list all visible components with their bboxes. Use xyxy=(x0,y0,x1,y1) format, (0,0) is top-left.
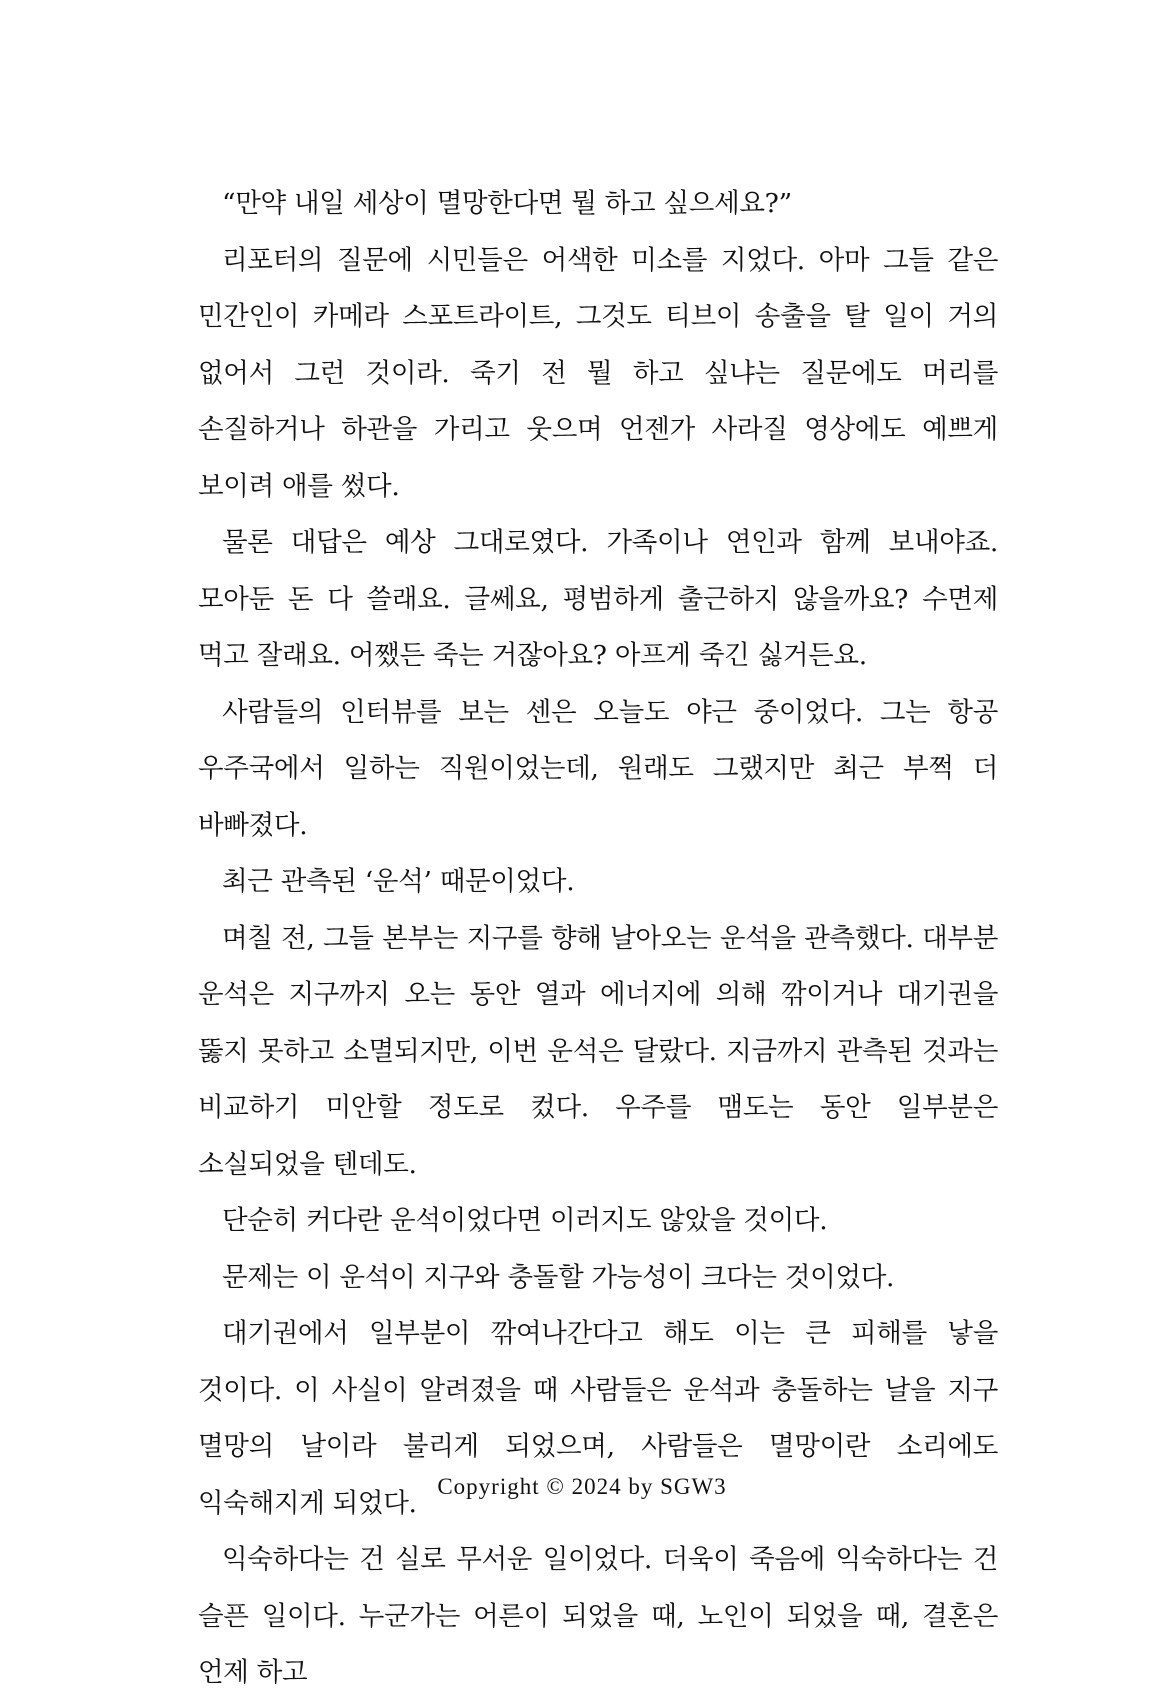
paragraph-7: 단순히 커다란 운석이었다면 이러지도 않았을 것이다. xyxy=(222,1205,828,1236)
paragraph-6: 며칠 전, 그들 본부는 지구를 향해 날아오는 운석을 관측했다. 대부분 운석은 지구까지 오는 동안 열과 에너지에 의해 깎이거나 대기권을 뚫지 못하고 소멸되지만, 이번 운석은 달랐다. 지금까지 관측된 것과는 비교하기 미안할 정도로 컸다. 우주를 맴도는 동안 일부분은 소실되었을 텐데도. xyxy=(198,922,998,1180)
paragraph-5: 최근 관측된 ‘운석’ 때문이었다. xyxy=(222,866,575,897)
paragraph-8: 문제는 이 운석이 지구와 충돌할 가능성이 크다는 것이었다. xyxy=(222,1261,895,1293)
paragraph-1: “만약 내일 세상이 멸망한다면 뭘 하고 싶으세요?” xyxy=(222,188,792,219)
paragraph-4: 사람들의 인터뷰를 보는 센은 오늘도 야근 중이었다. 그는 항공 우주국에서 일하는 직원이었는데, 원래도 그랬지만 최근 부쩍 더 바빠졌다. xyxy=(198,696,998,841)
paragraph-9: 대기권에서 일부분이 깎여나간다고 해도 이는 큰 피해를 낳을 것이다. 이 사실이 알려졌을 때 사람들은 운석과 충돌하는 날을 지구 멸망의 날이라 불리게 되었으며, 사람들은 멸망이란 소리에도 익숙해지게 되었다. xyxy=(198,1318,998,1519)
copyright-footer: Copyright © 2024 by SGW3 xyxy=(437,1474,727,1499)
paragraph-2: 리포터의 질문에 시민들은 어색한 미소를 지었다. 아마 그들 같은 민간인이 카메라 스포트라이트, 그것도 티브이 송출을 탈 일이 거의 없어서 그런 것이라. 죽기 전 뭘 하고 싶냐는 질문에도 머리를 손질하거나 하관을 가리고 웃으며 언젠가 사라질 영상에도 예쁘게 보이려 애를 썼다. xyxy=(198,244,998,502)
paragraph-3: 물론 대답은 예상 그대로였다. 가족이나 연인과 함께 보내야죠. 모아둔 돈 다 쓸래요. 글쎄요, 평범하게 출근하지 않을까요? 수면제 먹고 잘래요. 어쨌든 죽는 거잖아요? 아프게 죽긴 싫거든요. xyxy=(198,527,998,671)
story-body xyxy=(198,176,998,1702)
paragraph-10: 익숙하다는 건 실로 무서운 일이었다. 더욱이 죽음에 익숙하다는 건 슬픈 일이다. 누군가는 어른이 되었을 때, 노인이 되었을 때, 결혼은 언제 하고 xyxy=(198,1544,998,1688)
